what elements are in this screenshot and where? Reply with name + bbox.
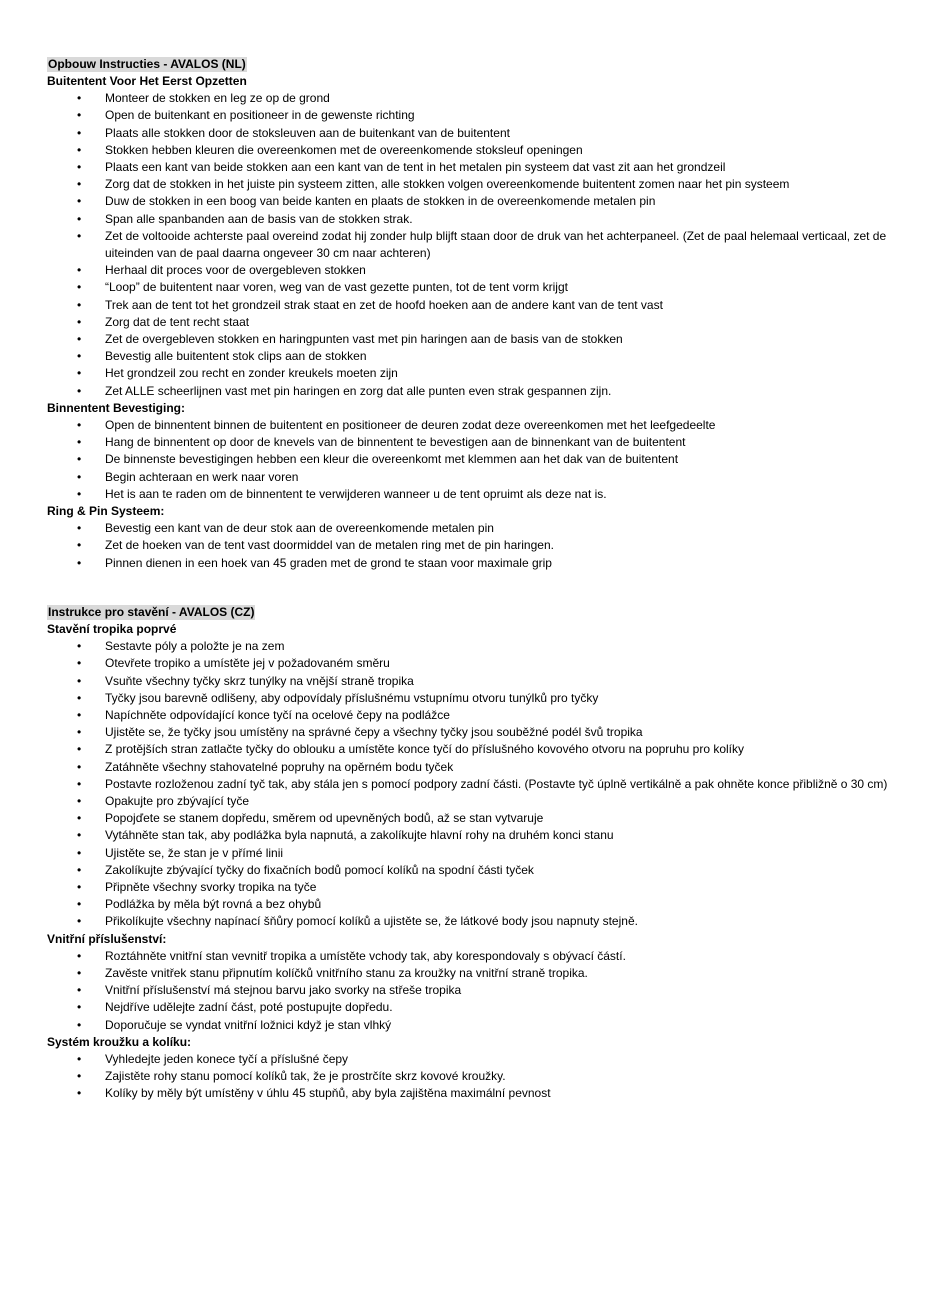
bullet-list (47, 638, 907, 930)
bullet-icon: • (77, 811, 82, 826)
list-item-text: Het is aan te raden om de binnentent te verwijderen wanneer u de tent opruimt als deze nat is. (105, 486, 607, 501)
list-item-text: Podlážka by měla být rovná a bez ohybů (105, 897, 322, 912)
list-item-text: Herhaal dit proces voor de overgebleven stokken (105, 263, 366, 278)
list-item (47, 1085, 907, 1102)
bullet-icon: • (77, 1017, 82, 1032)
list-item-text: De binnenste bevestigingen hebben een kleur die overeenkomt met klemmen aan het dak van de buitentent (105, 452, 679, 467)
list-item-text: Zorg dat de stokken in het juiste pin systeem zitten, alle stokken volgen overeenkomende buitentent zomen naar het pin systeem (105, 177, 790, 192)
list-item-text: Kolíky by měly být umístěny v úhlu 45 stupňů, aby byla zajištěna maximální pevnost (105, 1086, 551, 1101)
bullet-icon: • (77, 297, 82, 312)
list-item (47, 827, 907, 844)
list-item-text: Tyčky jsou barevně odlišeny, aby odpovídaly příslušnému vstupnímu otvoru tunýlků pro tyčky (105, 690, 599, 705)
list-item (47, 673, 907, 690)
bullet-icon: • (77, 177, 82, 192)
list-item (47, 913, 907, 930)
bullet-icon: • (77, 211, 82, 226)
list-item-text: Zorg dat de tent recht staat (105, 314, 250, 329)
bullet-icon: • (77, 742, 82, 757)
list-item-text: Het grondzeil zou recht en zonder kreukels moeten zijn (105, 366, 398, 381)
list-item-text: Stokken hebben kleuren die overeenkomen met de overeenkomende stoksleuf openingen (105, 142, 583, 157)
list-item (47, 486, 907, 503)
bullet-icon: • (77, 280, 82, 295)
bullet-icon: • (77, 332, 82, 347)
list-item (47, 555, 907, 572)
list-item-text: Přikolíkujte všechny napínací šňůry pomocí kolíků a ujistěte se, že látkové body jsou napnuty stejně. (105, 914, 638, 929)
cz-instructions (47, 605, 907, 1103)
list-item (47, 655, 907, 672)
list-item (47, 537, 907, 554)
list-item (47, 879, 907, 896)
list-item-text: Span alle spanbanden aan de basis van de stokken strak. (105, 211, 413, 226)
bullet-icon: • (77, 555, 82, 570)
list-item (47, 965, 907, 982)
bullet-icon: • (77, 828, 82, 843)
bullet-list (47, 948, 907, 1034)
bullet-list (47, 520, 907, 572)
list-item (47, 348, 907, 365)
list-item (47, 1051, 907, 1068)
bullet-icon: • (77, 673, 82, 688)
list-item (47, 176, 907, 193)
bullet-list (47, 417, 907, 503)
list-item-text: Sestavte póly a položte je na zem (105, 639, 285, 654)
bullet-icon: • (77, 125, 82, 140)
list-item (47, 365, 907, 382)
bullet-icon: • (77, 1086, 82, 1101)
list-item (47, 776, 907, 793)
bullet-list (47, 90, 907, 400)
bullet-icon: • (77, 452, 82, 467)
list-item (47, 948, 907, 965)
bullet-icon: • (77, 435, 82, 450)
list-item (47, 810, 907, 827)
list-item-text: Monteer de stokken en leg ze op de grond (105, 91, 330, 106)
list-item-text: Zet ALLE scheerlijnen vast met pin haringen en zorg dat alle punten even strak gespannen zijn. (105, 383, 612, 398)
list-item (47, 383, 907, 400)
list-item-text: Popojďete se stanem dopředu, směrem od upevněných bodů, až se stan vytvaruje (105, 811, 544, 826)
bullet-icon: • (77, 794, 82, 809)
bullet-icon: • (77, 845, 82, 860)
list-item-text: Ujistěte se, že tyčky jsou umístěny na správné čepy a všechny tyčky jsou souběžné podél švů tropika (105, 725, 643, 740)
list-item (47, 434, 907, 451)
bullet-icon: • (77, 1000, 82, 1015)
list-item-text: Vyhledejte jeden konece tyčí a příslušné čepy (105, 1052, 349, 1067)
list-item-text: Vnitřní příslušenství má stejnou barvu jako svorky na střeše tropika (105, 983, 462, 998)
list-item (47, 1017, 907, 1034)
section-heading: Stavění tropika poprvé (47, 622, 177, 636)
section-heading: Vnitřní příslušenství: (47, 931, 167, 946)
list-item (47, 331, 907, 348)
list-item-text: Ujistěte se, že stan je v přímé linii (105, 845, 284, 860)
bullet-icon: • (77, 383, 82, 398)
section-heading: Binnentent Bevestiging: (47, 400, 186, 415)
list-item-text: “Loop” de buitentent naar voren, weg van de vast gezette punten, tot de tent vorm krijgt (105, 280, 568, 295)
list-item (47, 638, 907, 655)
list-item (47, 469, 907, 486)
nl-title: Opbouw Instructies - AVALOS (NL) (48, 57, 246, 71)
bullet-icon: • (77, 639, 82, 654)
list-item-text: Zavěste vnitřek stanu připnutím kolíčků vnitřního stanu za kroužky na vnitřní straně tropika. (105, 966, 588, 981)
list-item-text: Plaats alle stokken door de stoksleuven aan de buitenkant van de buitentent (105, 125, 510, 140)
list-item (47, 262, 907, 279)
bullet-icon: • (77, 469, 82, 484)
list-item-text: Roztáhněte vnitřní stan vevnitř tropika a umístěte vchody tak, aby korespondovaly s obývací částí. (105, 948, 626, 963)
list-item-text: Otevřete tropiko a umístěte jej v požadovaném směru (105, 656, 390, 671)
section-heading: Buitentent Voor Het Eerst Opzetten (47, 74, 247, 88)
bullet-icon: • (77, 194, 82, 209)
list-item-text: Vsuňte všechny tyčky skrz tunýlky na vnější straně tropika (105, 673, 414, 688)
list-item (47, 159, 907, 176)
bullet-icon: • (77, 142, 82, 157)
bullet-icon: • (77, 91, 82, 106)
list-item-text: Open de binnentent binnen de buitentent en positioneer de deuren zodat deze overeenkomen met het leefgedeelte (105, 418, 716, 433)
bullet-icon: • (77, 966, 82, 981)
list-item (47, 417, 907, 434)
cz-title: Instrukce pro stavění - AVALOS (CZ) (48, 605, 255, 619)
bullet-list (47, 1051, 907, 1103)
list-item-text: Duw de stokken in een boog van beide kanten en plaats de stokken in de overeenkomende metalen pin (105, 194, 656, 209)
list-item (47, 1068, 907, 1085)
bullet-icon: • (77, 228, 82, 243)
list-item (47, 451, 907, 468)
list-item (47, 845, 907, 862)
bullet-icon: • (77, 521, 82, 536)
list-item (47, 142, 907, 159)
bullet-icon: • (77, 983, 82, 998)
bullet-icon: • (77, 108, 82, 123)
list-item (47, 279, 907, 296)
list-item (47, 193, 907, 210)
list-item-text: Hang de binnentent op door de knevels van de binnentent te bevestigen aan de binnenkant van de buitentent (105, 435, 686, 450)
bullet-icon: • (77, 656, 82, 671)
list-item (47, 759, 907, 776)
list-item-text: Zajistěte rohy stanu pomocí kolíků tak, že je prostrčíte skrz kovové kroužky. (105, 1069, 506, 1084)
bullet-icon: • (77, 1069, 82, 1084)
bullet-icon: • (77, 776, 82, 791)
nl-sections (47, 73, 907, 572)
cz-sections (47, 621, 907, 1103)
list-item-text: Plaats een kant van beide stokken aan een kant van de tent in het metalen pin systeem dat vast zit aan het grondzeil (105, 160, 726, 175)
bullet-icon: • (77, 263, 82, 278)
list-item (47, 862, 907, 879)
bullet-icon: • (77, 690, 82, 705)
bullet-icon: • (77, 897, 82, 912)
bullet-icon: • (77, 948, 82, 963)
list-item-text: Open de buitenkant en positioneer in de gewenste richting (105, 108, 415, 123)
bullet-icon: • (77, 708, 82, 723)
list-item-text: Begin achteraan en werk naar voren (105, 469, 299, 484)
list-item-text: Zet de hoeken van de tent vast doormiddel van de metalen ring met de pin haringen. (105, 538, 554, 553)
list-item (47, 690, 907, 707)
list-item-text: Bevestig alle buitentent stok clips aan de stokken (105, 349, 367, 364)
list-item-text: Postavte rozloženou zadní tyč tak, aby stála jen s pomocí podpory zadní části. (Postavte tyč úplně vertikálně a pak ohněte konce přibližně o 30 cm) (105, 776, 888, 791)
bullet-icon: • (77, 160, 82, 175)
list-item (47, 107, 907, 124)
list-item-text: Zatáhněte všechny stahovatelné popruhy na opěrném bodu tyček (105, 759, 454, 774)
list-item-text: Zakolíkujte zbývající tyčky do fixačních bodů pomocí kolíků na spodní části tyček (105, 862, 534, 877)
list-item (47, 228, 907, 262)
bullet-icon: • (77, 880, 82, 895)
bullet-icon: • (77, 486, 82, 501)
list-item-text: Bevestig een kant van de deur stok aan de overeenkomende metalen pin (105, 521, 494, 536)
list-item (47, 741, 907, 758)
bullet-icon: • (77, 725, 82, 740)
bullet-icon: • (77, 349, 82, 364)
bullet-icon: • (77, 538, 82, 553)
list-item-text: Vytáhněte stan tak, aby podlážka byla napnutá, a zakolíkujte hlavní rohy na druhém konci stanu (105, 828, 614, 843)
list-item-text: Zet de voltooide achterste paal overeind zodat hij zonder hulp blijft staan door de druk van het achterpaneel. (Zet de paal helemaal verticaal, zet de uiteinden van de paal daarna ongeveer 30 cm naar achteren) (105, 228, 887, 261)
bullet-icon: • (77, 1052, 82, 1067)
list-item-text: Opakujte pro zbývající tyče (105, 794, 250, 809)
list-item-text: Doporučuje se vyndat vnitřní ložnici když je stan vlhký (105, 1017, 392, 1032)
list-item-text: Připněte všechny svorky tropika na tyče (105, 880, 317, 895)
list-item (47, 793, 907, 810)
list-item (47, 999, 907, 1016)
list-item-text: Pinnen dienen in een hoek van 45 graden met de grond te staan voor maximale grip (105, 555, 552, 570)
list-item (47, 896, 907, 913)
list-item (47, 125, 907, 142)
list-item (47, 724, 907, 741)
list-item (47, 90, 907, 107)
bullet-icon: • (77, 418, 82, 433)
list-item (47, 707, 907, 724)
bullet-icon: • (77, 862, 82, 877)
nl-instructions (47, 57, 907, 572)
section-heading: Ring & Pin Systeem: (47, 504, 165, 519)
list-item-text: Zet de overgebleven stokken en haringpunten vast met pin haringen aan de basis van de stokken (105, 332, 623, 347)
bullet-icon: • (77, 366, 82, 381)
list-item (47, 211, 907, 228)
section-heading: Systém kroužku a kolíku: (47, 1034, 192, 1049)
list-item (47, 297, 907, 314)
list-item-text: Trek aan de tent tot het grondzeil strak staat en zet de hoofd hoeken aan de andere kant van de tent vast (105, 297, 663, 312)
list-item-text: Nejdříve udělejte zadní část, poté postupujte dopředu. (105, 1000, 393, 1015)
bullet-icon: • (77, 914, 82, 929)
list-item-text: Z protějších stran zatlačte tyčky do oblouku a umístěte konce tyčí do příslušného kovového otvoru na popruhu pro kolíky (105, 742, 745, 757)
list-item (47, 520, 907, 537)
bullet-icon: • (77, 314, 82, 329)
list-item-text: Napíchněte odpovídající konce tyčí na ocelové čepy na podlážce (105, 708, 450, 723)
list-item (47, 982, 907, 999)
list-item (47, 314, 907, 331)
bullet-icon: • (77, 759, 82, 774)
